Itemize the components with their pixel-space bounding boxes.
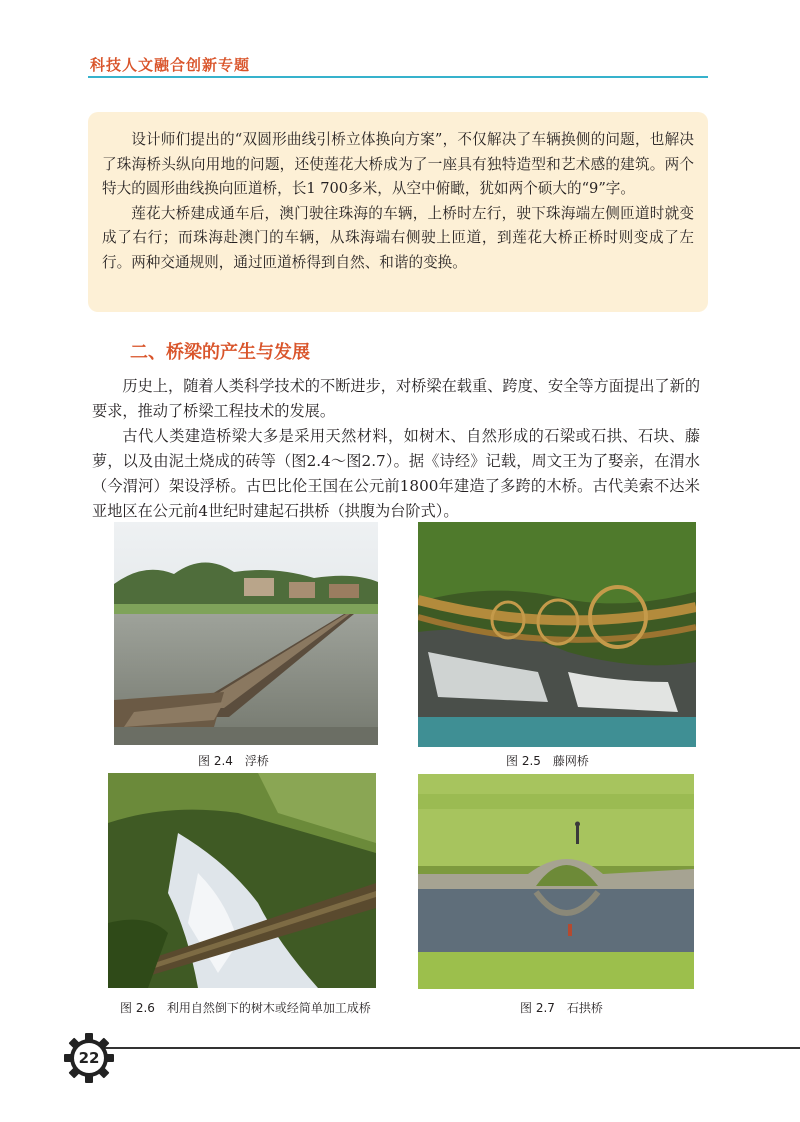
intro-callout-box	[88, 112, 708, 312]
figure-caption-2-5: 图 2.5 藤网桥	[506, 754, 589, 768]
footer-divider	[100, 1047, 800, 1049]
chapter-header-title: 科技人文融合创新专题	[90, 56, 251, 74]
photo-rattan-net-bridge	[418, 522, 696, 747]
intro-paragraph-1: 设计师们提出的“双圆形曲线引桥立体换向方案”，不仅解决了车辆换侧的问题，也解决了珠海桥头纵向用地的问题，还使莲花大桥成为了一座具有独特造型和艺术感的建筑。两个特大的圆形曲线换向匝道桥，长1 700多米，从空中俯瞰，犹如两个硕大的“9”字。	[102, 131, 694, 197]
header-divider	[88, 76, 708, 78]
photo-stone-arch-bridge	[418, 774, 694, 989]
figure-caption-2-6: 图 2.6 利用自然倒下的树木或经简单加工成桥	[120, 1001, 371, 1015]
figure-caption-2-4: 图 2.4 浮桥	[198, 754, 269, 768]
photo-floating-bridge	[114, 522, 378, 745]
body-paragraph-2: 古代人类建造桥梁大多是采用天然材料，如树木、自然形成的石梁或石拱、石块、藤萝，以及由泥土烧成的砖等（图2.4～图2.7）。据《诗经》记载，周文王为了娶亲，在渭水（今渭河）架设浮桥。古巴比伦王国在公元前1800年建造了多跨的木桥。古代美索不达米亚地区在公元前4世纪时建起石拱桥（拱腹为台阶式）。	[92, 427, 700, 520]
section-body	[92, 374, 700, 524]
body-paragraph-1: 历史上，随着人类科学技术的不断进步，对桥梁在载重、跨度、安全等方面提出了新的要求，推动了桥梁工程技术的发展。	[92, 377, 700, 420]
page-number: 22	[78, 1049, 100, 1067]
section-title: 二、桥梁的产生与发展	[130, 342, 310, 363]
intro-paragraph-2: 莲花大桥建成通车后，澳门驶往珠海的车辆，上桥时左行，驶下珠海端左侧匝道时就变成了右行；而珠海赴澳门的车辆，从珠海端右侧驶上匝道，到莲花大桥正桥时则变成了左行。两种交通规则，通过匝道桥得到自然、和谐的变换。	[102, 204, 694, 271]
photo-fallen-tree-bridge	[108, 773, 376, 988]
figure-caption-2-7: 图 2.7 石拱桥	[520, 1001, 603, 1015]
